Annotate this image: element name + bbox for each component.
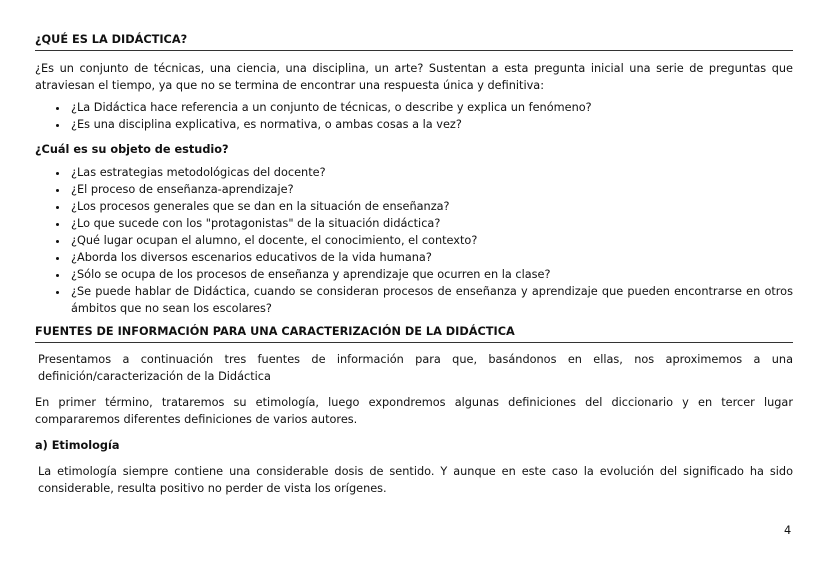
question-list-2 [35, 164, 793, 317]
list-item: • ¿Qué lugar ocupan el alumno, el docente, el conocimiento, el contexto? [69, 232, 793, 249]
list-item: • ¿El proceso de enseñanza-aprendizaje? [69, 181, 793, 198]
etimologia-paragraph: La etimología siempre contiene una considerable dosis de sentido. Y aunque en este caso la evolución del significado ha sido considerable, resulta positivo no perder de vista los orígenes. [38, 465, 793, 495]
page-number: 4 [784, 524, 792, 537]
list-item: • ¿Aborda los diversos escenarios educativos de la vida humana? [69, 249, 793, 266]
list-item: • ¿Las estrategias metodológicas del docente? [69, 164, 793, 181]
intro-paragraph: ¿Es un conjunto de técnicas, una ciencia, una disciplina, un arte? Sustentan a esta pregunta inicial una serie de preguntas que atraviesan el tiempo, ya que no se termina de encontrar una respuesta única y definitiva: [35, 62, 793, 92]
subheading-objeto: ¿Cuál es su objeto de estudio? [35, 143, 229, 156]
list-item: • ¿Es una disciplina explicativa, es normativa, o ambas cosas a la vez? [69, 116, 793, 133]
fuentes-paragraph-2: En primer término, trataremos su etimología, luego expondremos algunas definiciones del diccionario y en tercer lugar compararemos diferentes definiciones de varios autores. [35, 396, 793, 426]
question-list-1 [35, 99, 793, 133]
subheading-etimologia: a) Etimología [35, 439, 120, 452]
page-content [35, 31, 793, 497]
section-heading-fuentes: FUENTES DE INFORMACIÓN PARA UNA CARACTERIZACIÓN DE LA DIDÁCTICA [35, 323, 793, 343]
list-item: • ¿Sólo se ocupa de los procesos de enseñanza y aprendizaje que ocurren en la clase? [69, 266, 793, 283]
list-item: • ¿Los procesos generales que se dan en la situación de enseñanza? [69, 198, 793, 215]
list-item: • ¿Lo que sucede con los "protagonistas" de la situación didáctica? [69, 215, 793, 232]
list-item: • ¿Se puede hablar de Didáctica, cuando se consideran procesos de enseñanza y aprendizaje que pueden encontrarse en otros ámbitos que no sean los escolares? [69, 283, 793, 317]
fuentes-paragraph-1: Presentamos a continuación tres fuentes de información para que, basándonos en ellas, nos aproximemos a una definición/caracterización de la Didáctica [38, 353, 793, 383]
section-heading-que-es: ¿QUÉ ES LA DIDÁCTICA? [35, 31, 793, 51]
list-item: • ¿La Didáctica hace referencia a un conjunto de técnicas, o describe y explica un fenómeno? [69, 99, 793, 116]
